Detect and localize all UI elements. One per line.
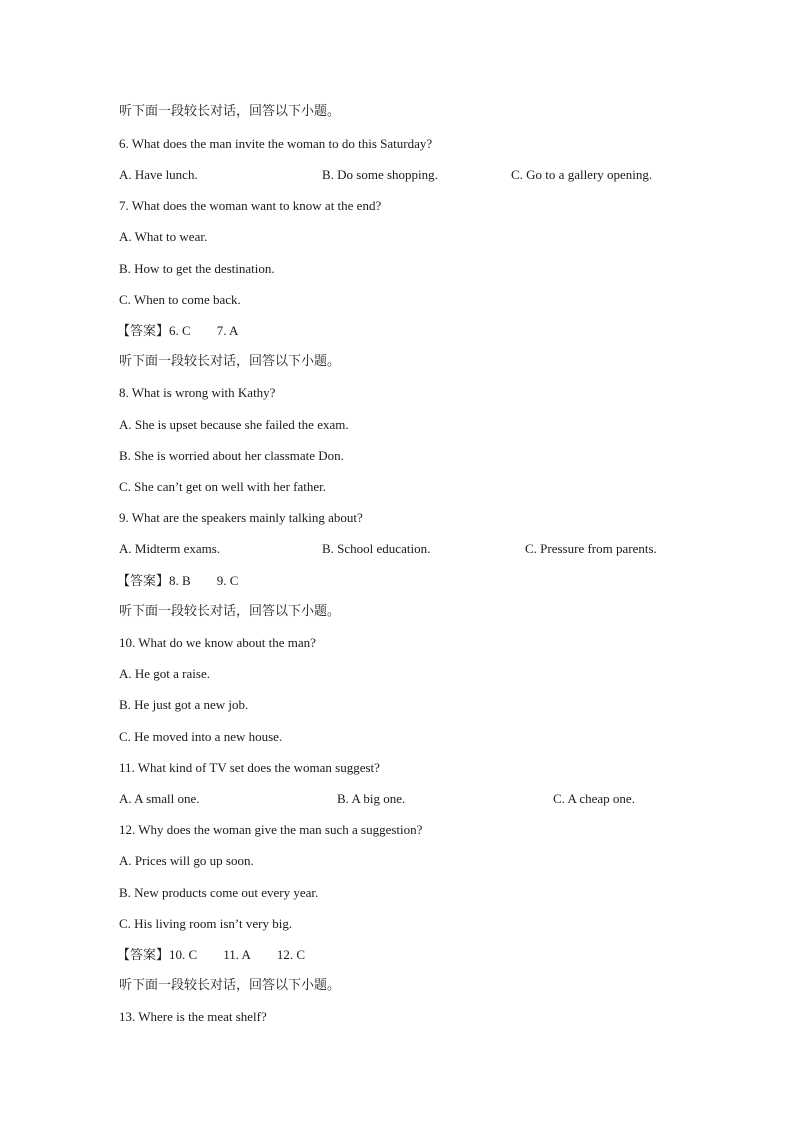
question-9: 9. What are the speakers mainly talking about? <box>119 510 363 525</box>
question-8: 8. What is wrong with Kathy? <box>119 385 276 400</box>
section-instruction: 听下面一段较长对话，回答以下小题。 <box>119 604 341 619</box>
option-11b: B. A big one. <box>337 791 406 806</box>
question-13: 13. Where is the meat shelf? <box>119 1009 267 1024</box>
option-10a: A. He got a raise. <box>119 666 210 681</box>
option-7b: B. How to get the destination. <box>119 261 275 276</box>
answer-line <box>117 323 238 340</box>
option-6a: A. Have lunch. <box>119 167 198 182</box>
option-12c: C. His living room isn’t very big. <box>119 916 293 931</box>
option-7a: A. What to wear. <box>119 229 208 244</box>
question-12: 12. Why does the woman give the man such a suggestion? <box>119 822 423 837</box>
option-8b: B. She is worried about her classmate Don. <box>119 448 344 463</box>
option-9b: B. School education. <box>322 541 431 556</box>
option-10c: C. He moved into a new house. <box>119 729 283 744</box>
answer-8: 8. B <box>169 573 191 588</box>
question-7: 7. What does the woman want to know at the end? <box>119 198 382 213</box>
option-12b: B. New products come out every year. <box>119 885 319 900</box>
option-12a: A. Prices will go up soon. <box>119 853 254 868</box>
answer-6: 6. C <box>169 323 191 338</box>
option-6c: C. Go to a gallery opening. <box>511 167 653 182</box>
answer-line <box>117 573 238 590</box>
option-7c: C. When to come back. <box>119 292 241 307</box>
answer-10: 10. C <box>169 947 198 962</box>
answer-line <box>117 947 305 964</box>
answer-label: 【答案】 <box>117 948 170 963</box>
section-instruction: 听下面一段较长对话，回答以下小题。 <box>119 978 341 993</box>
answer-12: 12. C <box>276 947 306 962</box>
question-11: 11. What kind of TV set does the woman suggest? <box>119 760 380 775</box>
option-11c: C. A cheap one. <box>553 791 635 806</box>
option-9a: A. Midterm exams. <box>119 541 221 556</box>
section-instruction: 听下面一段较长对话，回答以下小题。 <box>119 354 341 369</box>
answer-label: 【答案】 <box>117 574 170 589</box>
option-8a: A. She is upset because she failed the exam. <box>119 417 349 432</box>
answer-label: 【答案】 <box>117 324 170 339</box>
answer-7: 7. A <box>216 323 239 338</box>
option-10b: B. He just got a new job. <box>119 697 249 712</box>
answer-9: 9. C <box>216 573 239 588</box>
section-instruction: 听下面一段较长对话，回答以下小题。 <box>119 104 341 119</box>
answer-11: 11. A <box>223 947 251 962</box>
option-11a: A. A small one. <box>119 791 200 806</box>
question-6: 6. What does the man invite the woman to do this Saturday? <box>119 136 433 151</box>
option-6b: B. Do some shopping. <box>322 167 438 182</box>
option-8c: C. She can’t get on well with her father. <box>119 479 326 494</box>
question-10: 10. What do we know about the man? <box>119 635 316 650</box>
option-9c: C. Pressure from parents. <box>525 541 657 556</box>
